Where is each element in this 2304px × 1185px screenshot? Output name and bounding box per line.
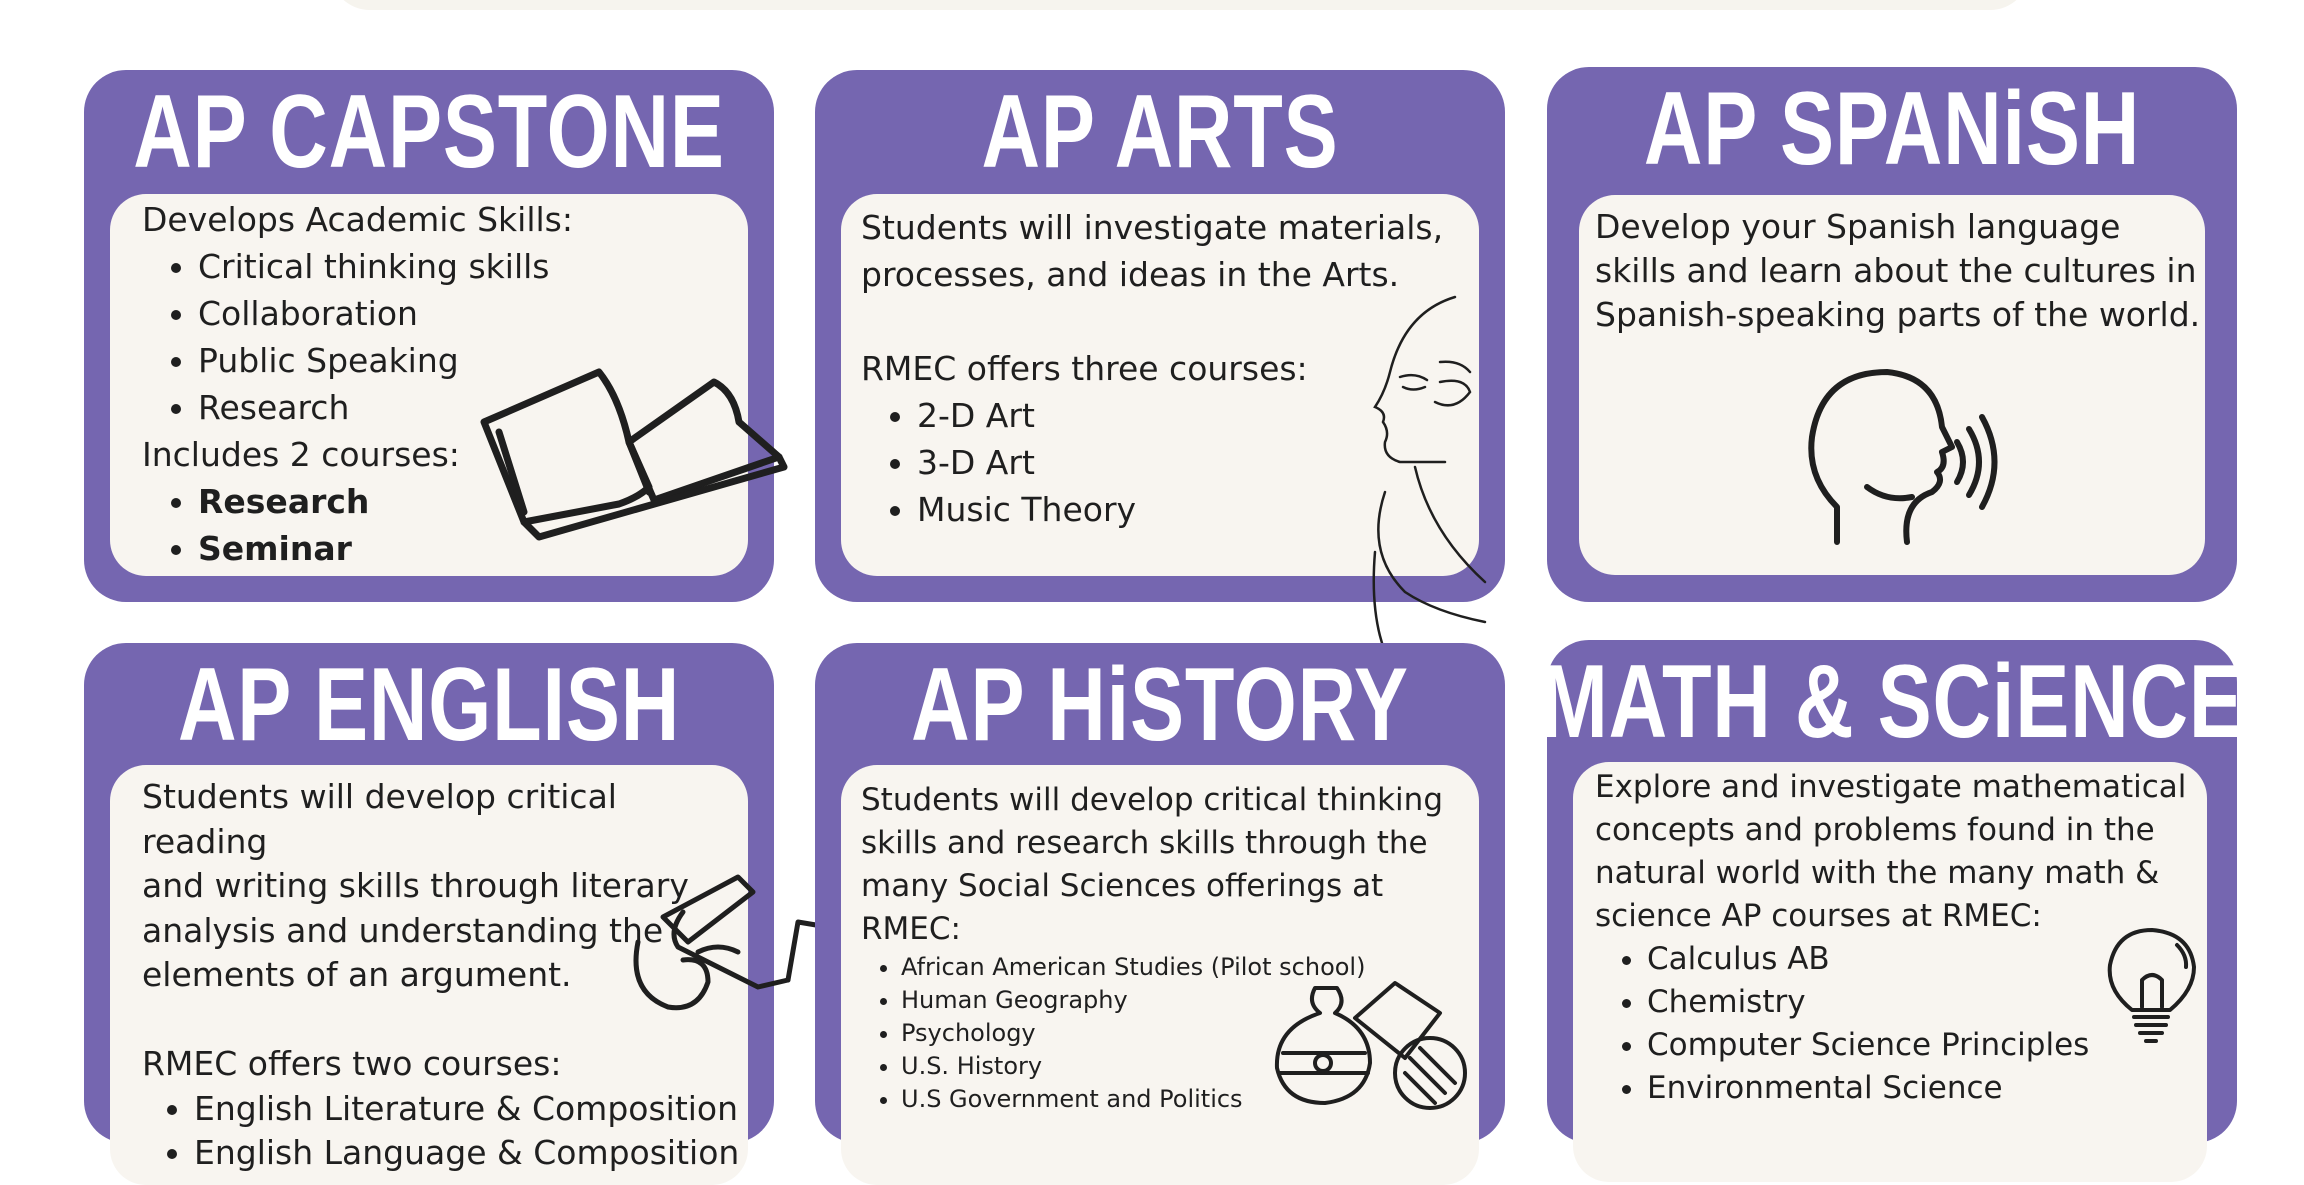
- hand-writing-icon: [628, 872, 828, 1012]
- intro-text: Develops Academic Skills:: [142, 200, 573, 239]
- card-title: MATH & SCiENCE: [1540, 644, 2244, 760]
- speaking-head-icon: [1807, 367, 2007, 547]
- list-item: • Environmental Science: [1647, 1067, 2186, 1110]
- body-line: concepts and problems found in the: [1595, 812, 2155, 848]
- courses-label: RMEC offers two courses:: [142, 1044, 562, 1083]
- list-item: • Human Geography: [901, 984, 1443, 1017]
- body-line: natural world with the many math &: [1595, 855, 2160, 891]
- courses-label: RMEC offers three courses:: [861, 349, 1308, 388]
- list-item: • Public Speaking: [198, 337, 573, 384]
- body-line: Students will develop critical thinking: [861, 782, 1443, 818]
- body-line: Spanish-speaking parts of the world.: [1595, 295, 2201, 334]
- list-item: • African American Studies (Pilot school): [901, 951, 1443, 984]
- top-banner-edge: [330, 0, 2030, 10]
- lightbulb-icon: [2102, 925, 2202, 1050]
- list-item: • Critical thinking skills: [198, 243, 573, 290]
- body-line: Students will develop critical reading: [142, 777, 617, 861]
- card-body: [1595, 205, 2200, 337]
- body-line: analysis and understanding the: [142, 910, 664, 950]
- card-ap-capstone: [84, 70, 774, 602]
- list-item: • U.S. History: [901, 1050, 1443, 1083]
- body-line: elements of an argument.: [142, 955, 572, 994]
- list-item: • 2-D Art: [917, 392, 1443, 439]
- face-line-art-icon: [1345, 292, 1485, 652]
- list-item: • Seminar: [198, 525, 573, 572]
- list-item: • U.S Government and Politics: [901, 1083, 1443, 1116]
- body-line: Explore and investigate mathematical: [1595, 769, 2187, 805]
- card-body: [1595, 766, 2186, 1110]
- list-item: • Research: [198, 384, 573, 431]
- list-item: • English Literature & Composition: [194, 1087, 748, 1132]
- courses-list: [142, 1087, 748, 1176]
- body-line: skills and learn about the cultures in: [1595, 251, 2197, 290]
- card-ap-spanish: [1547, 67, 2237, 602]
- courses-label: Includes 2 courses:: [142, 435, 460, 474]
- body-line: science AP courses at RMEC:: [1595, 898, 2042, 934]
- card-title: AP ARTS: [981, 74, 1339, 190]
- list-item: • Psychology: [901, 1017, 1443, 1050]
- courses-list: [1595, 938, 2186, 1110]
- list-item: • Computer Science Principles: [1647, 1024, 2186, 1067]
- body-line: skills and research skills through the: [861, 825, 1428, 861]
- card-ap-arts: [815, 70, 1505, 602]
- card-title: AP CAPSTONE: [133, 74, 725, 190]
- list-item: • Collaboration: [198, 290, 573, 337]
- card-panel: [841, 765, 1479, 1185]
- list-item: • English Language & Composition: [194, 1131, 748, 1176]
- list-item: • Chemistry: [1647, 981, 2186, 1024]
- body-line: many Social Sciences offerings at: [861, 868, 1384, 904]
- intro-text: Students will investigate materials,: [861, 208, 1444, 247]
- body-line: Develop your Spanish language: [1595, 207, 2121, 246]
- card-title: AP HiSTORY: [911, 647, 1409, 763]
- body-line: RMEC:: [861, 911, 961, 947]
- vase-artifact-icon: [1265, 978, 1485, 1108]
- list-item: • Music Theory: [917, 486, 1443, 533]
- card-math-science: [1540, 640, 2244, 1143]
- list-item: • 3-D Art: [917, 439, 1443, 486]
- open-book-icon: [479, 332, 809, 542]
- body-line: and writing skills through literary: [142, 866, 689, 905]
- list-item: • Calculus AB: [1647, 938, 2186, 981]
- card-title: AP ENGLISH: [177, 647, 681, 763]
- intro-text: processes, and ideas in the Arts.: [861, 255, 1400, 294]
- list-item: • Research: [198, 478, 573, 525]
- card-ap-history: [815, 643, 1505, 1143]
- card-title: AP SPANiSH: [1643, 71, 2141, 187]
